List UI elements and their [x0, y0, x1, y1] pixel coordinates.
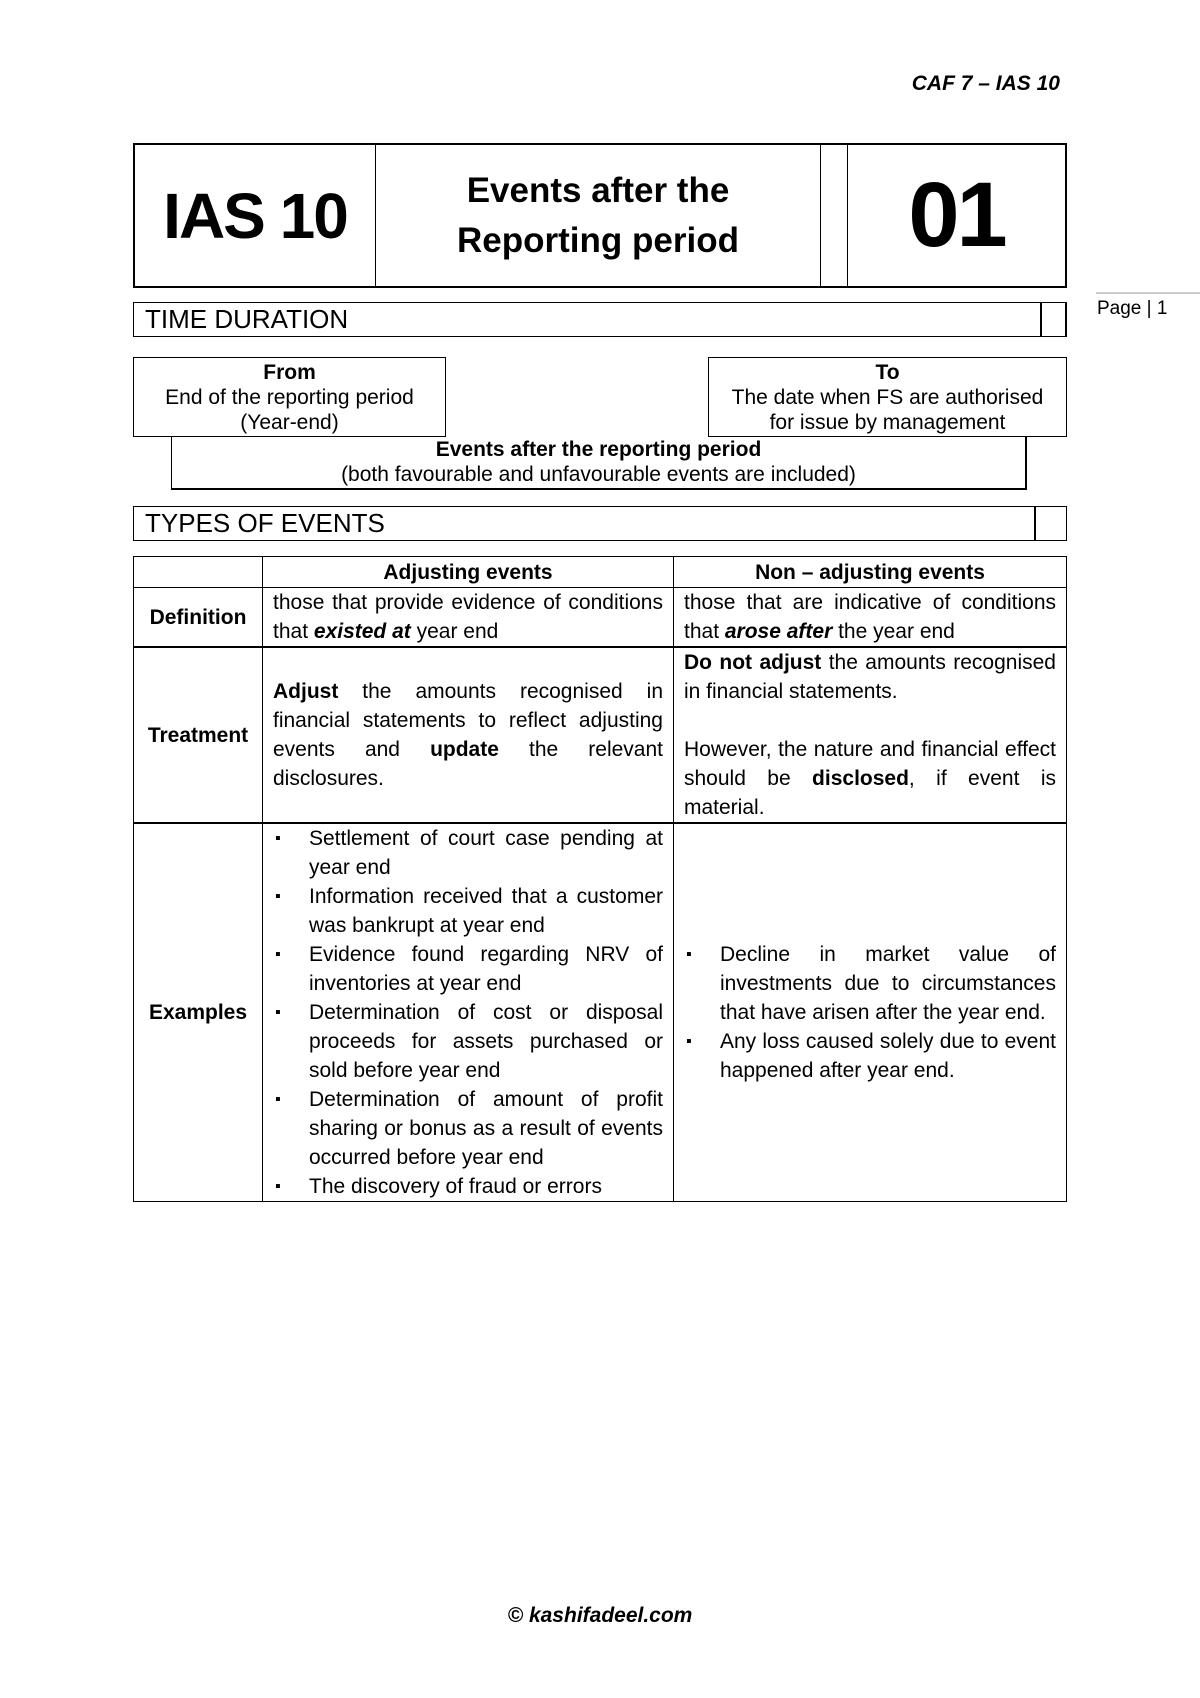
to-line-2: for issue by management [769, 411, 1006, 434]
examples-non-adjusting [674, 823, 1067, 1202]
from-line-1: End of the reporting period [165, 386, 414, 409]
table-row-treatment [134, 647, 1067, 823]
examples-adjusting [263, 823, 674, 1202]
list-item: ▪ Decline in market value of investments due to circumstances that have arisen after the year end. [684, 940, 1056, 1027]
standard-code: IAS 10 [135, 145, 376, 286]
events-period-note: (both favourable and unfavourable events are included) [341, 463, 856, 486]
title-box [133, 143, 1067, 288]
running-header: CAF 7 – IAS 10 [911, 72, 1060, 95]
list-item: ▪ Information received that a customer was bankrupt at year end [273, 882, 663, 940]
to-label: To [875, 361, 900, 384]
definition-adjusting-text: those that provide evidence of conditions that [273, 591, 663, 643]
list-item: ▪ Evidence found regarding NRV of inventories at year end [273, 940, 663, 998]
list-item: ▪ The discovery of fraud or errors [273, 1172, 663, 1201]
definition-adjusting [263, 588, 674, 648]
to-line-1: The date when FS are authorised [731, 386, 1044, 409]
section-heading: TYPES OF EVENTS [145, 508, 385, 538]
treatment-adjusting [263, 647, 674, 823]
table-header-row [134, 557, 1067, 588]
chapter-title-line-1: Events after the [466, 170, 730, 210]
treatment-non-adjusting-bold-2: disclosed [812, 767, 909, 790]
treatment-non-adjusting-bold-1: Do not adjust [684, 651, 822, 674]
treatment-adjusting-bold-2: update [430, 738, 499, 761]
treatment-non-adjusting-para-2 [684, 735, 1056, 822]
column-header-non-adjusting: Non – adjusting events [674, 557, 1067, 588]
empty-corner-cell [134, 557, 263, 588]
treatment-non-adjusting-text-3: , if event is material. [684, 767, 1056, 819]
row-label-definition: Definition [134, 588, 263, 648]
chapter-number: 01 [908, 164, 1005, 266]
examples-non-adjusting-list [684, 940, 1056, 1085]
page-rule [1096, 292, 1200, 294]
from-box [133, 357, 446, 437]
row-label-treatment: Treatment [134, 647, 263, 823]
table-row-examples [134, 823, 1067, 1202]
chapter-title [376, 145, 821, 286]
column-header-adjusting: Adjusting events [263, 557, 674, 588]
from-label: From [263, 361, 316, 384]
definition-adjusting-text-end: year end [410, 620, 499, 643]
events-period-label: Events after the reporting period [435, 438, 762, 461]
list-item: ▪ Settlement of court case pending at year end [273, 824, 663, 882]
list-item: ▪ Determination of amount of profit sharing or bonus as a result of events occurred before year end [273, 1085, 663, 1172]
section-time-duration [133, 302, 1067, 337]
definition-non-adjusting-text: those that are indicative of conditions that [684, 591, 1056, 643]
treatment-non-adjusting [674, 647, 1067, 823]
treatment-adjusting-text-1: the amounts recognised in financial statements to reflect adjusting events and [273, 680, 663, 761]
row-label-examples: Examples [134, 823, 263, 1202]
section-types-of-events [133, 506, 1067, 541]
definition-non-adjusting-emphasis: arose after [724, 620, 833, 643]
definition-adjusting-emphasis: existed at [313, 620, 411, 643]
paragraph-gap [684, 706, 1056, 735]
chapter-title-line-2: Reporting period [457, 220, 739, 260]
title-spacer [821, 145, 848, 286]
treatment-non-adjusting-text-2: However, the nature and financial effect should be [684, 738, 1056, 790]
events-period-box [171, 437, 1027, 490]
table-row-definition [134, 588, 1067, 648]
types-of-events-table [133, 556, 1067, 1202]
section-heading: TIME DURATION [145, 304, 349, 334]
definition-non-adjusting-text-end: the year end [832, 620, 955, 643]
definition-non-adjusting [674, 588, 1067, 648]
from-line-2: (Year-end) [240, 411, 339, 434]
list-item: ▪ Any loss caused solely due to event happened after year end. [684, 1027, 1056, 1085]
treatment-adjusting-text-2: the relevant disclosures. [273, 738, 663, 790]
section-bar-tail [1034, 507, 1066, 540]
list-item: ▪ Determination of cost or disposal proceeds for assets purchased or sold before year end [273, 998, 663, 1085]
treatment-non-adjusting-text-1: the amounts recognised in financial statements. [684, 651, 1056, 703]
page-number: Page | 1 [1097, 298, 1168, 319]
treatment-non-adjusting-para-1 [684, 648, 1056, 706]
treatment-adjusting-bold-1: Adjust [273, 680, 339, 703]
footer-copyright: © kashifadeel.com [507, 1604, 693, 1627]
section-bar-tail [1040, 303, 1066, 336]
to-box [708, 357, 1067, 437]
examples-adjusting-list [273, 824, 663, 1201]
